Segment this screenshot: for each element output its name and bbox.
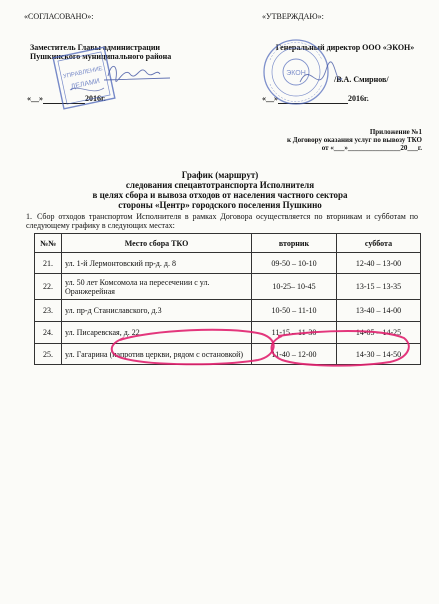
- row-saturday: 12-40 – 13-00: [337, 253, 421, 274]
- row-place: ул. пр-д Станиславского, д.3: [62, 300, 252, 322]
- row-number: 22.: [35, 274, 62, 300]
- appendix-line3: от «___»_______________20___г.: [321, 144, 422, 152]
- row-place: ул. 1-й Лермонтовский пр-д. д. 8: [62, 253, 252, 274]
- paragraph-number: 1.: [26, 212, 32, 221]
- row-tuesday: 11-40 – 12-00: [252, 344, 337, 365]
- marker-circle-times: [272, 331, 409, 366]
- approved-date-suffix: 2016г.: [348, 94, 369, 103]
- row-number: 25.: [35, 344, 62, 365]
- title-line-1: График (маршрут): [181, 170, 259, 180]
- row-number: 21.: [35, 253, 62, 274]
- agreed-position-line1: Заместитель Главы администрации: [30, 43, 161, 52]
- appendix-title: Приложение №1: [369, 128, 422, 136]
- approved-title: «УТВЕРЖДАЮ»:: [262, 12, 324, 21]
- title-line-4: стороны «Центр» городского поселения Пушкино: [118, 200, 322, 210]
- svg-text:ЭКОН: ЭКОН: [286, 70, 306, 77]
- row-place: ул. Писаревская, д. 22: [62, 322, 252, 344]
- title-line-2: следования спецавтотранспорта Исполнителя: [125, 180, 315, 190]
- approved-position: Генеральный директор ООО «ЭКОН»: [275, 43, 415, 52]
- approved-name: /В.А. Смирнов/: [334, 75, 389, 84]
- approved-date-prefix: «__»: [262, 94, 278, 103]
- row-tuesday: 11-15 – 11-30: [252, 322, 337, 344]
- row-number: 23.: [35, 300, 62, 322]
- row-saturday: 14-30 – 14-50: [337, 344, 421, 365]
- row-tuesday: 10-25– 10-45: [252, 274, 337, 300]
- row-tuesday: 10-50 – 11-10: [252, 300, 337, 322]
- row-tuesday: 09-50 – 10-10: [252, 253, 337, 274]
- header-saturday: суббота: [337, 234, 421, 253]
- header-tuesday: вторник: [252, 234, 337, 253]
- row-saturday: 14-05 – 14-25: [337, 322, 421, 344]
- appendix-line2: к Договору оказания услуг по вывозу ТКО: [287, 136, 422, 144]
- row-place: ул. 50 лет Комсомола на пересечении с ул. Оранжерейная: [62, 274, 252, 300]
- marker-circle-place: [112, 330, 274, 365]
- row-number: 24.: [35, 322, 62, 344]
- agreed-title: «СОГЛАСОВАНО»:: [24, 12, 94, 21]
- agreed-date-suffix: 2016г.: [85, 94, 106, 103]
- agreed-date-prefix: «__»: [27, 94, 43, 103]
- header-number: №№: [35, 234, 62, 253]
- row-saturday: 13-40 – 14-00: [337, 300, 421, 322]
- right-stamp: [264, 40, 328, 104]
- header-place: Место сбора ТКО: [62, 234, 252, 253]
- left-signature: [104, 66, 170, 81]
- agreed-position-line2: Пушкинского муниципального района: [30, 52, 172, 61]
- svg-text:УПРАВЛЕНИЕ: УПРАВЛЕНИЕ: [62, 65, 104, 81]
- right-signature: [300, 62, 342, 82]
- paragraph-text: Сбор отходов транспортом Исполнителя в рамках Договора осуществляется по вторникам и субботам по следующему графику в следующих местах:: [26, 212, 418, 230]
- row-place: ул. Гагарина (напротив церкви, рядом с остановкой): [62, 344, 252, 365]
- svg-text:ДЕЛАМИ: ДЕЛАМИ: [70, 77, 101, 91]
- title-line-3: в целях сбора и вывоза отходов от населения частного сектора: [92, 190, 348, 200]
- left-stamp: [53, 47, 115, 109]
- row-saturday: 13-15 – 13-35: [337, 274, 421, 300]
